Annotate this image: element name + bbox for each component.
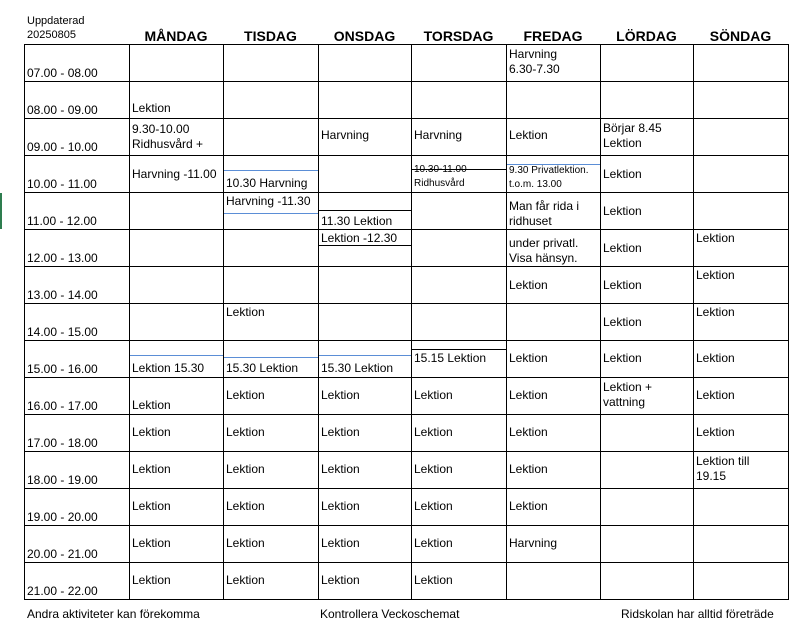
schedule-row xyxy=(25,378,789,415)
activity-text: Lektion xyxy=(696,425,735,439)
activity-text: 9.30-10.00 Ridhusvård + xyxy=(132,122,204,151)
activity-text: Harvning xyxy=(509,536,558,550)
schedule-cell-wednesday xyxy=(319,526,412,563)
schedule-row xyxy=(25,230,789,267)
day-header-tuesday: TISDAG xyxy=(244,28,297,44)
schedule-cell-friday xyxy=(507,378,601,415)
schedule-cell-sunday xyxy=(694,230,789,267)
schedule-cell-saturday xyxy=(601,267,694,304)
activity-text: Lektion xyxy=(509,278,548,292)
weekly-schedule-table xyxy=(24,44,789,600)
schedule-row xyxy=(25,45,789,82)
activity-text: 15.15 Lektion xyxy=(414,351,487,365)
schedule-cell-monday xyxy=(130,193,224,230)
schedule-cell-wednesday xyxy=(319,156,412,193)
activity-text: Lektion xyxy=(603,351,642,365)
schedule-cell-tuesday xyxy=(224,193,319,230)
schedule-row xyxy=(25,415,789,452)
schedule-cell-wednesday xyxy=(319,267,412,304)
schedule-cell-monday xyxy=(130,82,224,119)
activity-text: Lektion xyxy=(132,398,171,412)
activity-text: Ridhusvård xyxy=(414,178,465,189)
activity-text: Lektion xyxy=(321,425,360,439)
schedule-cell-tuesday xyxy=(224,452,319,489)
cell-divider-line xyxy=(224,357,319,358)
activity-text: Lektion xyxy=(603,315,642,329)
activity-text: Lektion xyxy=(226,388,265,402)
schedule-cell-wednesday xyxy=(319,45,412,82)
schedule-cell-sunday xyxy=(694,415,789,452)
schedule-cell-sunday xyxy=(694,193,789,230)
cell-divider-line xyxy=(319,355,412,356)
day-header-friday: FREDAG xyxy=(523,28,583,44)
activity-text: Börjar 8.45 Lektion xyxy=(603,121,662,150)
activity-text: Lektion xyxy=(603,167,642,181)
schedule-cell-sunday xyxy=(694,267,789,304)
schedule-cell-saturday xyxy=(601,489,694,526)
time-slot-label: 10.00 - 11.00 xyxy=(27,177,97,191)
activity-text: Lektion xyxy=(414,499,453,513)
schedule-cell-friday xyxy=(507,156,601,193)
schedule-cell-saturday xyxy=(601,45,694,82)
time-slot-label: 19.00 - 20.00 xyxy=(27,510,98,524)
schedule-cell-wednesday xyxy=(319,193,412,230)
time-slot-cell xyxy=(25,489,130,526)
cell-divider-line xyxy=(412,349,507,350)
day-header-saturday: LÖRDAG xyxy=(616,28,677,44)
schedule-cell-sunday xyxy=(694,452,789,489)
schedule-row xyxy=(25,341,789,378)
schedule-cell-friday xyxy=(507,119,601,156)
day-header-thursday: TORSDAG xyxy=(423,28,494,44)
footer-left-note: Andra aktiviteter kan förekomma xyxy=(27,607,200,621)
schedule-cell-wednesday xyxy=(319,415,412,452)
schedule-cell-thursday xyxy=(412,563,507,600)
activity-text: Harvning xyxy=(414,128,463,142)
day-header-monday: MÅNDAG xyxy=(144,28,208,44)
activity-text: Lektion xyxy=(226,499,265,513)
schedule-cell-monday xyxy=(130,489,224,526)
time-slot-label: 11.00 - 12.00 xyxy=(27,214,97,228)
time-slot-label: 17.00 - 18.00 xyxy=(27,436,98,450)
schedule-cell-thursday xyxy=(412,341,507,378)
activity-text: 10.30 Harvning xyxy=(226,176,308,190)
cell-divider-line xyxy=(224,170,319,171)
activity-text: Lektion xyxy=(321,536,360,550)
time-slot-cell xyxy=(25,45,130,82)
schedule-cell-friday xyxy=(507,193,601,230)
activity-text: Lektion xyxy=(226,536,265,550)
schedule-cell-wednesday xyxy=(319,563,412,600)
schedule-cell-tuesday xyxy=(224,378,319,415)
schedule-row xyxy=(25,526,789,563)
schedule-cell-tuesday xyxy=(224,45,319,82)
schedule-cell-tuesday xyxy=(224,489,319,526)
activity-text: Lektion xyxy=(226,462,265,476)
footer-center-note: Kontrollera Veckoschemat xyxy=(320,607,460,621)
activity-text: Harvning -11.00 xyxy=(132,167,217,181)
schedule-cell-saturday xyxy=(601,452,694,489)
updated-label: Uppdaterad xyxy=(27,15,85,27)
activity-text: Man får rida i ridhuset xyxy=(509,199,580,228)
cell-divider-line xyxy=(319,210,412,211)
schedule-row xyxy=(25,156,789,193)
schedule-cell-tuesday xyxy=(224,563,319,600)
updated-date: 20250805 xyxy=(27,29,76,41)
schedule-cell-sunday xyxy=(694,341,789,378)
schedule-cell-sunday xyxy=(694,378,789,415)
schedule-row xyxy=(25,304,789,341)
time-slot-cell xyxy=(25,82,130,119)
schedule-cell-saturday xyxy=(601,156,694,193)
time-slot-label: 08.00 - 09.00 xyxy=(27,103,98,117)
activity-text: Harvning xyxy=(321,128,370,142)
activity-text: Lektion xyxy=(696,388,735,402)
schedule-cell-monday xyxy=(130,452,224,489)
activity-text: Lektion xyxy=(132,573,171,587)
schedule-cell-friday xyxy=(507,230,601,267)
activity-text: Lektion xyxy=(603,204,642,218)
activity-text: Lektion xyxy=(132,425,171,439)
activity-text: 11.30 Lektion xyxy=(321,214,393,228)
schedule-cell-thursday xyxy=(412,82,507,119)
activity-text: Lektion xyxy=(509,499,548,513)
activity-text: Lektion 15.30 xyxy=(132,361,205,375)
activity-text: 15.30 Lektion xyxy=(226,361,299,375)
schedule-cell-thursday xyxy=(412,378,507,415)
time-slot-cell xyxy=(25,156,130,193)
schedule-cell-sunday xyxy=(694,489,789,526)
schedule-cell-friday xyxy=(507,526,601,563)
activity-text: Harvning 6.30-7.30 xyxy=(509,47,560,76)
time-slot-cell xyxy=(25,230,130,267)
time-slot-label: 13.00 - 14.00 xyxy=(27,288,98,302)
schedule-cell-saturday xyxy=(601,193,694,230)
window-edge-marker xyxy=(0,193,2,229)
cell-divider-line xyxy=(412,169,507,170)
schedule-cell-thursday xyxy=(412,452,507,489)
time-slot-label: 12.00 - 13.00 xyxy=(27,251,98,265)
schedule-cell-monday xyxy=(130,526,224,563)
time-slot-cell xyxy=(25,378,130,415)
activity-text: Lektion xyxy=(509,462,548,476)
schedule-cell-friday xyxy=(507,82,601,119)
activity-text: Lektion xyxy=(603,241,642,255)
schedule-cell-saturday xyxy=(601,230,694,267)
time-slot-label: 16.00 - 17.00 xyxy=(27,399,98,413)
schedule-cell-thursday xyxy=(412,119,507,156)
activity-text: Lektion xyxy=(603,278,642,292)
schedule-cell-wednesday xyxy=(319,341,412,378)
schedule-row xyxy=(25,119,789,156)
schedule-cell-friday xyxy=(507,341,601,378)
activity-text: Lektion xyxy=(321,573,360,587)
time-slot-label: 14.00 - 15.00 xyxy=(27,325,98,339)
time-slot-cell xyxy=(25,526,130,563)
cell-divider-line xyxy=(319,245,412,246)
schedule-cell-sunday xyxy=(694,304,789,341)
cell-divider-line xyxy=(130,355,224,356)
schedule-cell-sunday xyxy=(694,45,789,82)
schedule-cell-thursday xyxy=(412,526,507,563)
time-slot-cell xyxy=(25,341,130,378)
activity-text: Lektion till 19.15 xyxy=(696,454,750,483)
schedule-cell-saturday xyxy=(601,82,694,119)
schedule-cell-monday xyxy=(130,267,224,304)
schedule-cell-saturday xyxy=(601,378,694,415)
time-slot-label: 20.00 - 21.00 xyxy=(27,547,98,561)
activity-text: Lektion xyxy=(321,462,360,476)
activity-text: Lektion xyxy=(321,388,360,402)
activity-text: Lektion xyxy=(696,231,735,245)
schedule-cell-friday xyxy=(507,304,601,341)
activity-text: Lektion xyxy=(414,573,453,587)
activity-text: Lektion xyxy=(696,305,735,319)
schedule-cell-saturday xyxy=(601,526,694,563)
activity-text: Lektion -12.30 xyxy=(321,231,398,245)
schedule-cell-thursday xyxy=(412,193,507,230)
schedule-cell-thursday xyxy=(412,489,507,526)
time-slot-label: 09.00 - 10.00 xyxy=(27,140,98,154)
activity-text: Lektion xyxy=(414,462,453,476)
cell-divider-line xyxy=(507,164,601,165)
schedule-row xyxy=(25,563,789,600)
schedule-cell-sunday xyxy=(694,156,789,193)
time-slot-label: 07.00 - 08.00 xyxy=(27,66,98,80)
schedule-row xyxy=(25,452,789,489)
schedule-cell-saturday xyxy=(601,304,694,341)
activity-text: Harvning -11.30 xyxy=(226,194,311,208)
schedule-cell-thursday xyxy=(412,45,507,82)
schedule-cell-thursday xyxy=(412,156,507,193)
schedule-cell-tuesday xyxy=(224,82,319,119)
activity-text: under privatl. Visa hänsyn. xyxy=(509,236,579,265)
activity-text: Lektion xyxy=(509,128,548,142)
schedule-cell-monday xyxy=(130,341,224,378)
time-slot-cell xyxy=(25,193,130,230)
schedule-cell-monday xyxy=(130,156,224,193)
schedule-cell-monday xyxy=(130,378,224,415)
activity-text: Lektion xyxy=(696,351,735,365)
day-header-wednesday: ONSDAG xyxy=(333,28,396,44)
schedule-cell-monday xyxy=(130,119,224,156)
time-slot-cell xyxy=(25,119,130,156)
schedule-cell-sunday xyxy=(694,82,789,119)
schedule-cell-monday xyxy=(130,563,224,600)
activity-text: Lektion xyxy=(226,573,265,587)
time-slot-cell xyxy=(25,563,130,600)
activity-text: Lektion xyxy=(509,351,548,365)
time-slot-label: 18.00 - 19.00 xyxy=(27,473,98,487)
schedule-cell-wednesday xyxy=(319,230,412,267)
schedule-cell-wednesday xyxy=(319,452,412,489)
schedule-row xyxy=(25,267,789,304)
schedule-cell-saturday xyxy=(601,119,694,156)
activity-text: Lektion xyxy=(696,268,735,282)
day-header-sunday: SÖNDAG xyxy=(709,28,772,44)
schedule-cell-sunday xyxy=(694,119,789,156)
activity-text: Lektion xyxy=(414,536,453,550)
time-slot-cell xyxy=(25,415,130,452)
schedule-cell-saturday xyxy=(601,341,694,378)
schedule-cell-friday xyxy=(507,489,601,526)
schedule-row xyxy=(25,193,789,230)
activity-text: Lektion + vattning xyxy=(603,380,653,409)
time-slot-label: 15.00 - 16.00 xyxy=(27,362,98,376)
time-slot-label: 21.00 - 22.00 xyxy=(27,584,98,598)
schedule-cell-tuesday xyxy=(224,304,319,341)
schedule-cell-thursday xyxy=(412,304,507,341)
activity-text: Lektion xyxy=(226,425,265,439)
time-slot-cell xyxy=(25,452,130,489)
schedule-cell-tuesday xyxy=(224,267,319,304)
schedule-cell-saturday xyxy=(601,415,694,452)
footer-right-note: Ridskolan har alltid företräde xyxy=(621,607,774,621)
time-slot-cell xyxy=(25,304,130,341)
activity-text: Lektion xyxy=(132,499,171,513)
activity-text: Lektion xyxy=(414,425,453,439)
schedule-cell-monday xyxy=(130,415,224,452)
schedule-cell-friday xyxy=(507,563,601,600)
activity-text: Lektion xyxy=(226,305,265,319)
schedule-cell-sunday xyxy=(694,563,789,600)
time-slot-cell xyxy=(25,267,130,304)
schedule-cell-tuesday xyxy=(224,156,319,193)
schedule-cell-tuesday xyxy=(224,230,319,267)
schedule-cell-friday xyxy=(507,267,601,304)
schedule-cell-friday xyxy=(507,452,601,489)
schedule-cell-thursday xyxy=(412,415,507,452)
cell-divider-line xyxy=(224,213,319,214)
schedule-cell-wednesday xyxy=(319,82,412,119)
activity-text: Lektion xyxy=(414,388,453,402)
schedule-cell-monday xyxy=(130,45,224,82)
activity-text: 9.30 Privatlektion. t.o.m. 13.00 xyxy=(509,165,589,190)
schedule-cell-tuesday xyxy=(224,415,319,452)
schedule-cell-wednesday xyxy=(319,489,412,526)
activity-text: Lektion xyxy=(509,425,548,439)
schedule-cell-sunday xyxy=(694,526,789,563)
schedule-cell-monday xyxy=(130,230,224,267)
schedule-row xyxy=(25,82,789,119)
schedule-cell-wednesday xyxy=(319,119,412,156)
updated-stamp xyxy=(27,14,85,42)
schedule-cell-tuesday xyxy=(224,341,319,378)
schedule-cell-monday xyxy=(130,304,224,341)
activity-text: 15.30 Lektion xyxy=(321,361,394,375)
schedule-cell-friday xyxy=(507,415,601,452)
schedule-row xyxy=(25,489,789,526)
activity-text: Lektion xyxy=(321,499,360,513)
schedule-cell-tuesday xyxy=(224,119,319,156)
schedule-cell-friday xyxy=(507,45,601,82)
activity-text: Lektion xyxy=(132,462,171,476)
schedule-cell-wednesday xyxy=(319,378,412,415)
schedule-cell-tuesday xyxy=(224,526,319,563)
schedule-cell-thursday xyxy=(412,230,507,267)
activity-text: Lektion xyxy=(132,536,171,550)
schedule-cell-thursday xyxy=(412,267,507,304)
schedule-cell-saturday xyxy=(601,563,694,600)
activity-text: Lektion xyxy=(509,388,548,402)
schedule-cell-wednesday xyxy=(319,304,412,341)
activity-text: Lektion xyxy=(132,101,171,115)
